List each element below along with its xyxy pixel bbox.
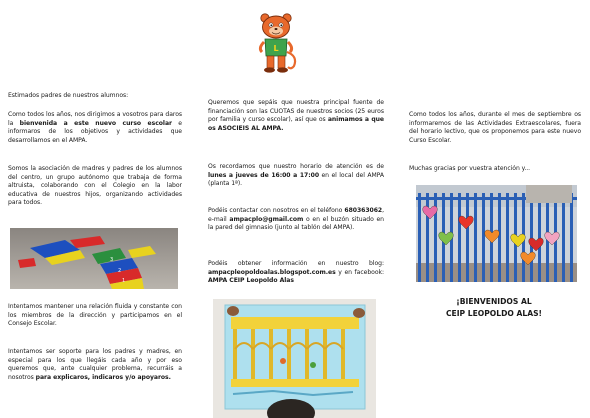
paragraph-activities: Como todos los años, durante el mes de septiembre os informaremos de las Actividades Extraescolares, fuera del horario lectivo, que os proponemos para este nuevo Curso Escolar. bbox=[409, 111, 581, 144]
welcome-heading bbox=[414, 296, 574, 320]
paragraph-funding: Queremos que sepáis que nuestra principal fuente de financiación son las CUOTAS de nuestros socios (25 euros por familia y curso escolar), así que os animamos a que os ASOCIEIS AL AMPA. bbox=[208, 99, 385, 132]
playground-photo bbox=[10, 228, 178, 289]
fence-photo bbox=[416, 185, 577, 282]
drawing-photo bbox=[213, 299, 376, 418]
paragraph-relations: Intentamos mantener una relación fluida y constante con los miembros de la dirección y participamos en el Consejo Escolar. bbox=[8, 303, 182, 328]
greeting: Estimados padres de nuestros alumnos: bbox=[8, 92, 129, 99]
paragraph-support: Intentamos ser soporte para los padres y madres, en especial para los que llegáis cada año y por eso queremos que, ante cualquier problema, recurráis a nosotros para explicaros, indicaros y/o apoyaros. bbox=[8, 348, 182, 381]
paragraph-about: Somos la asociación de madres y padres de los alumnos del centro, un grupo autónomo que trabaja de forma altruista, colaborando con el Colegio en la labor educativa de nuestros hijos, organizando actividades para todos. bbox=[8, 165, 182, 207]
paragraph-contact: Podéis contactar con nosotros en el teléfono 680363062, e-mail ampacplo@gmail.com o en el buzón situado en la pared del gimnasio (junto al tablón del AMPA). bbox=[208, 207, 384, 232]
welcome-line-1: ¡BIENVENIDOS AL bbox=[456, 297, 532, 306]
facebook-link[interactable]: AMPA CEIP Leopoldo Alas bbox=[208, 277, 294, 285]
paragraph-welcome: Como todos los años, nos dirigimos a vosotros para daros la bienvenida a este nuevo curso escolar e informaros de los objetivos y actividades que desarrollamos en el AMPA. bbox=[8, 111, 182, 144]
welcome-line-2: CEIP LEOPOLDO ALAS! bbox=[445, 309, 543, 318]
paragraph-thanks: Muchas gracias por vuestra atención y... bbox=[409, 165, 531, 172]
paragraph-schedule: Os recordamos que nuestro horario de atención es de lunes a jueves de 16:00 a 17:00 en el local del AMPA (planta 1ª). bbox=[208, 163, 385, 188]
blog-link[interactable]: ampacpleopoldoalas.blogspot.com.es bbox=[208, 268, 336, 276]
svg-text:1: 1 bbox=[122, 278, 126, 284]
paragraph-blog: Podéis obtener información en nuestro blog: ampacpleopoldoalas.blogspot.com.es y en facebook: AMPA CEIP Leopoldo Alas bbox=[208, 260, 384, 285]
svg-text:L: L bbox=[273, 44, 279, 53]
svg-text:2: 2 bbox=[118, 268, 122, 274]
mascot-illustration bbox=[254, 12, 300, 78]
svg-text:3: 3 bbox=[110, 257, 114, 263]
